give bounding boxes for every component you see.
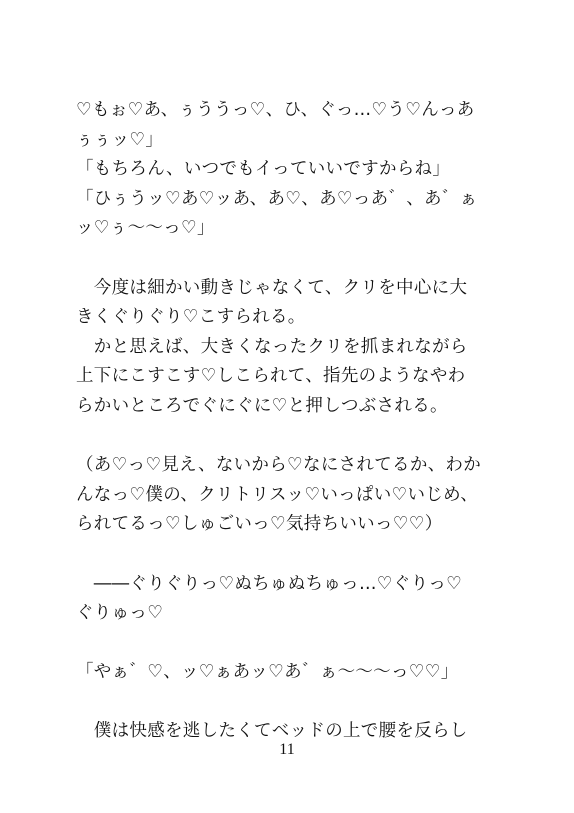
text-line: 今度は細かい動きじゃなくて、クリを中心に大 <box>76 277 468 298</box>
text-line: ――ぐりぐりっ♡ぬちゅぬちゅっ…♡ぐりっ♡ <box>76 573 463 594</box>
text-line: ぅぅッ♡」 <box>76 129 164 150</box>
blank-line <box>76 688 506 718</box>
text-line: 「ひぅうッ♡あ♡ッあ、あ♡、あ♡っあ゛、あ゛ぁ <box>76 188 478 209</box>
text-line: 「やぁ゛♡、ッ♡ぁあッ♡あ゛ぁ〜〜〜っ♡♡」 <box>76 662 459 683</box>
text-line: ♡もぉ♡あ、ぅううっ♡、ひ、ぐっ…♡う♡んっあ <box>76 100 475 120</box>
blank-line <box>76 422 506 452</box>
body-text <box>76 96 506 747</box>
blank-line <box>76 540 506 570</box>
blank-line <box>76 629 506 659</box>
text-line: んなっ♡僕の、クリトリスッ♡いっぱい♡いじめ、 <box>76 484 479 505</box>
text-line: らかいところでぐにぐに♡と押しつぶされる。 <box>76 395 448 416</box>
text-line: ぐりゅっ♡ <box>76 603 164 624</box>
text-line: 「もちろん、いつでもイっていいですからね」 <box>76 159 451 180</box>
text-line: られてるっ♡しゅごいっ♡気持ちいいっ♡♡） <box>76 514 443 535</box>
blank-line <box>76 244 506 274</box>
text-line: ッ♡ぅ〜〜っ♡」 <box>76 218 215 239</box>
text-line: きくぐりぐり♡こすられる。 <box>76 307 306 328</box>
text-line: 上下にこすこす♡しこられて、指先のようなやわ <box>76 366 466 387</box>
text-line: （あ♡っ♡見え、ないから♡なにされてるか、わか <box>76 455 482 476</box>
text-line: 僕は快感を逃したくてベッドの上で腰を反らし <box>76 721 468 742</box>
page-number: 11 <box>279 741 295 758</box>
text-line: かと思えば、大きくなったクリを抓まれながら <box>76 336 468 357</box>
